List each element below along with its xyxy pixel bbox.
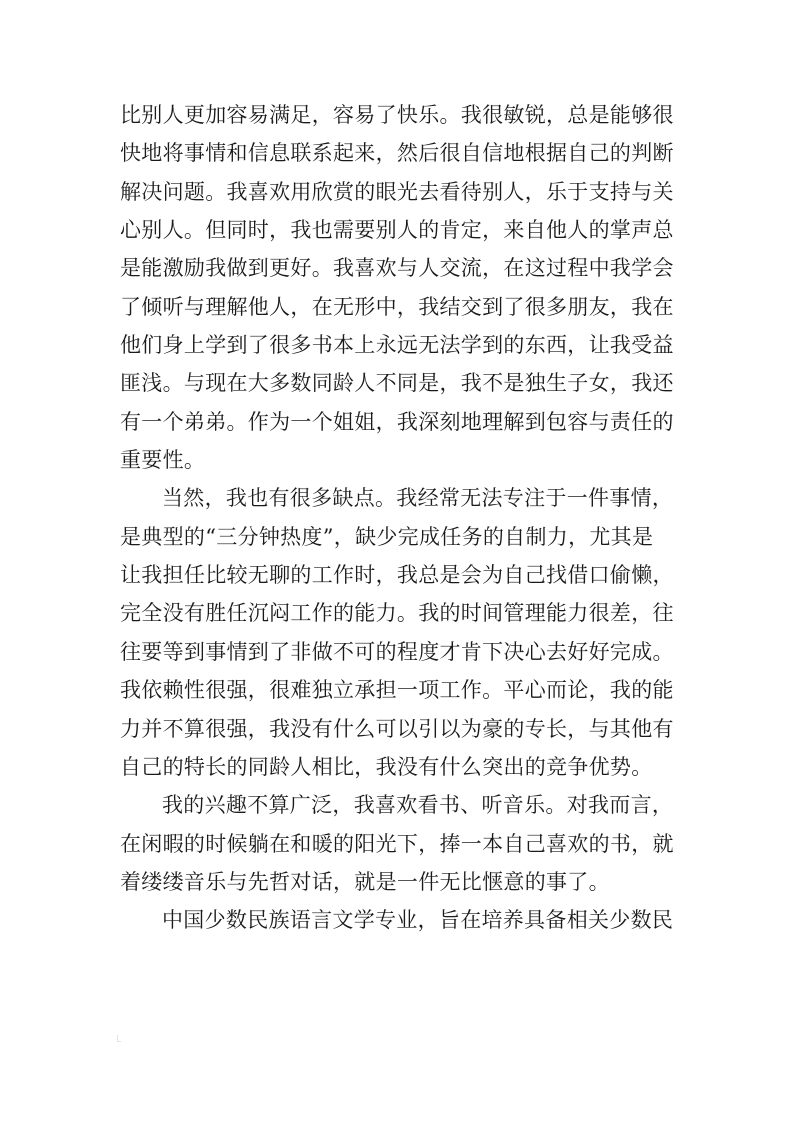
text-line: 快地将事情和信息联系起来，然后很自信地根据自己的判断 (120, 141, 674, 166)
text-line: 是典型的“三分钟热度”，缺少完成任务的自制力，尤其是 (120, 524, 654, 549)
text-line: 了倾听与理解他人，在无形中，我结交到了很多朋友，我在 (120, 294, 674, 319)
text-line: 比别人更加容易满足，容易了快乐。我很敏锐，总是能够很 (120, 103, 674, 127)
text-line: 在闲暇的时候躺在和暖的阳光下，捧一本自己喜欢的书，就 (120, 831, 674, 856)
text-line: 力并不算很强，我没有什么可以引以为豪的专长，与其他有 (120, 716, 674, 741)
paragraph-start-line: 当然，我也有很多缺点。我经常无法专注于一件事情， (162, 486, 674, 511)
text-line: 我依赖性很强，很难独立承担一项工作。平心而论，我的能 (120, 678, 674, 703)
text-line: 着缕缕音乐与先哲对话，就是一件无比惬意的事了。 (120, 869, 610, 894)
text-line: 是能激励我做到更好。我喜欢与人交流，在这过程中我学会 (120, 256, 674, 281)
text-line: 心别人。但同时，我也需要别人的肯定，来自他人的掌声总 (120, 218, 674, 243)
text-line: 他们身上学到了很多书本上永远无法学到的东西，让我受益 (120, 333, 674, 358)
text-line: 匪浅。与现在大多数同龄人不同是，我不是独生子女，我还 (120, 371, 674, 396)
paragraph-start-line: 中国少数民族语言文学专业，旨在培养具备相关少数民 (162, 908, 674, 933)
paragraph-start-line: 我的兴趣不算广泛，我喜欢看书、听音乐。对我而言， (162, 793, 674, 818)
document-body (120, 96, 676, 940)
text-line: 完全没有胜任沉闷工作的能力。我的时间管理能力很差，往 (120, 601, 674, 626)
text-line: 让我担任比较无聊的工作时，我总是会为自己找借口偷懒， (120, 563, 674, 588)
text-line: 解决问题。我喜欢用欣赏的眼光去看待别人，乐于支持与关 (120, 179, 674, 204)
text-line: 自己的特长的同龄人相比，我没有什么突出的竞争优势。 (120, 754, 653, 779)
text-line: 重要性。 (120, 448, 206, 473)
margin-corner-mark (117, 1035, 121, 1042)
text-line: 有一个弟弟。作为一个姐姐，我深刻地理解到包容与责任的 (120, 409, 674, 434)
text-line: 往要等到事情到了非做不可的程度才肯下决心去好好完成。 (120, 639, 674, 664)
